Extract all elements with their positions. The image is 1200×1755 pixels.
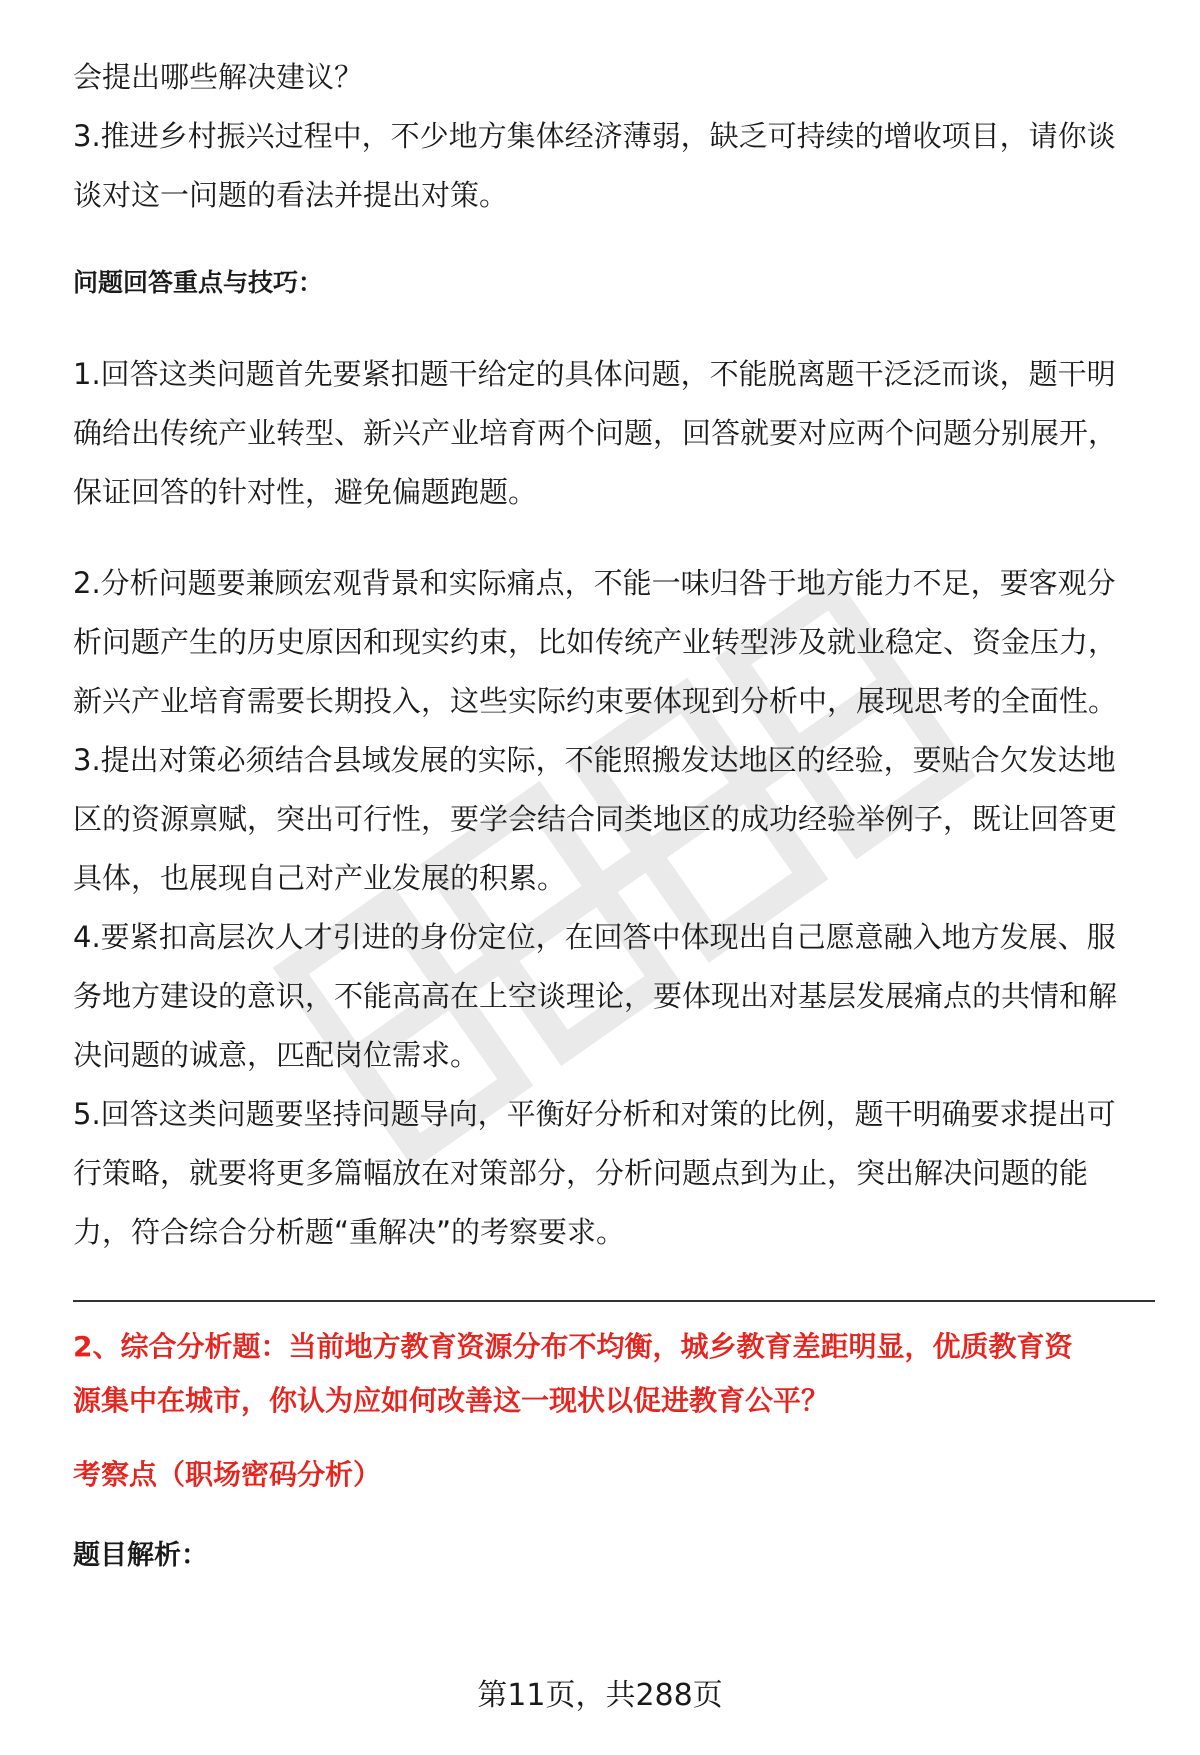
question-2 (73, 1320, 1153, 1428)
tips-block-2 (73, 554, 1153, 1262)
document-page (73, 48, 1153, 1576)
text-line: 行策略，就要将更多篇幅放在对策部分，分析问题点到为止，突出解决问题的能 (73, 1156, 1089, 1190)
text-line: 新兴产业培育需要长期投入，这些实际约束要体现到分析中，展现思考的全面性。 (73, 684, 1118, 718)
text-line: 谈对这一问题的看法并提出对策。 (73, 178, 509, 212)
text-line: 保证回答的针对性，避免偏题跑题。 (73, 475, 538, 509)
question-line: 2、综合分析题：当前地方教育资源分布不均衡，城乡教育差距明显，优质教育资 (73, 1330, 1073, 1363)
text-line: 3.推进乡村振兴过程中，不少地方集体经济薄弱，缺乏可持续的增收项目，请你谈 (73, 119, 1116, 153)
analysis-heading: 题目解析： (73, 1540, 208, 1571)
text-line: 5.回答这类问题要坚持问题导向，平衡好分析和对策的比例，题干明确要求提出可 (73, 1097, 1116, 1131)
text-line: 3.提出对策必须结合县域发展的实际，不能照搬发达地区的经验，要贴合欠发达地 (73, 743, 1116, 777)
text-line: 2.分析问题要兼顾宏观背景和实际痛点，不能一味归咎于地方能力不足，要客观分 (73, 566, 1116, 600)
text-line: 4.要紧扣高层次人才引进的身份定位，在回答中体现出自己愿意融入地方发展、服 (73, 920, 1116, 954)
text-line: 力，符合综合分析题“重解决”的考察要求。 (73, 1215, 626, 1249)
text-line: 1.回答这类问题首先要紧扣题干给定的具体问题，不能脱离题干泛泛而谈，题干明 (73, 357, 1116, 391)
text-line: 务地方建设的意识，不能高高在上空谈理论，要体现出对基层发展痛点的共情和解 (73, 979, 1118, 1013)
text-line: 确给出传统产业转型、新兴产业培育两个问题，回答就要对应两个问题分别展开， (73, 416, 1118, 450)
intro-section (73, 48, 1153, 225)
text-line: 会提出哪些解决建议？ (73, 60, 364, 94)
page-number: 第11页，共288页 (477, 1678, 723, 1713)
tips-block-1 (73, 345, 1153, 522)
exam-point-heading: 考察点（职场密码分析） (73, 1458, 382, 1491)
question-line: 源集中在城市，你认为应如何改善这一现状以促进教育公平？ (73, 1384, 830, 1417)
text-line: 析问题产生的历史原因和现实约束，比如传统产业转型涉及就业稳定、资金压力， (73, 625, 1118, 659)
tips-heading: 问题回答重点与技巧： (73, 268, 324, 297)
text-line: 具体，也展现自己对产业发展的积累。 (73, 861, 567, 895)
text-line: 区的资源禀赋，突出可行性，要学会结合同类地区的成功经验举例子，既让回答更 (73, 802, 1118, 836)
text-line: 决问题的诚意，匹配岗位需求。 (73, 1038, 480, 1072)
